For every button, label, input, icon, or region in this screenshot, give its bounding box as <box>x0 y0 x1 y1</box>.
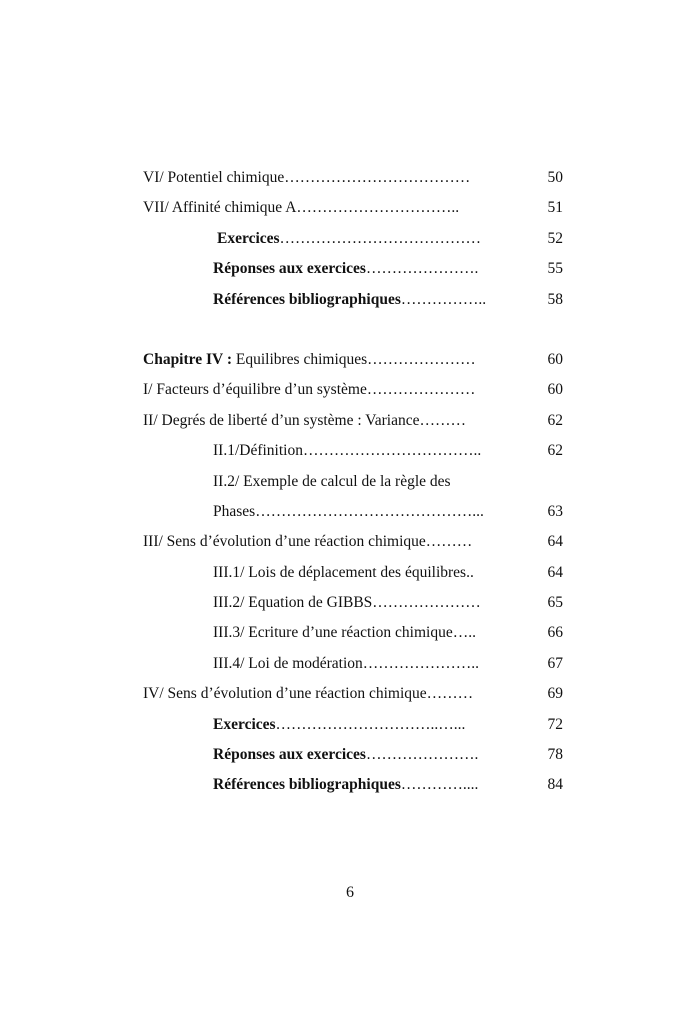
toc-entry <box>213 710 465 740</box>
toc-page-number: 60 <box>547 350 563 368</box>
toc-page-number: 64 <box>547 533 563 551</box>
toc-row <box>143 740 563 770</box>
toc-row <box>143 254 563 284</box>
toc-row <box>143 618 563 648</box>
toc-leader-dots: .. <box>466 563 474 581</box>
toc-entry <box>213 436 481 466</box>
toc-entry-title: III/ Sens d’évolution d’une réaction chimique <box>143 533 426 551</box>
toc-row <box>143 710 563 740</box>
toc-row <box>143 285 563 315</box>
toc-entry <box>213 285 486 315</box>
toc-leader-dots: ………………………….. <box>296 199 460 217</box>
toc-row <box>143 558 563 588</box>
toc-leader-dots: ….. <box>452 624 476 642</box>
toc-entry-title: Références bibliographiques <box>213 776 401 794</box>
toc-leader-dots: ………………… <box>372 594 481 612</box>
toc-entry-title: Réponses aux exercices <box>213 746 366 764</box>
toc-entry <box>143 375 475 405</box>
toc-entry-title: Réponses aux exercices <box>213 260 366 278</box>
toc-leader-dots: ……………………………………... <box>255 502 484 520</box>
toc-entry <box>143 193 459 223</box>
toc-row <box>143 406 563 436</box>
toc-row <box>143 527 563 557</box>
toc-leader-dots: ……… <box>426 685 474 703</box>
toc-page-number: 51 <box>547 199 563 217</box>
toc-page-number: 60 <box>547 381 563 399</box>
toc-entry <box>143 406 466 436</box>
toc-entry <box>143 345 476 375</box>
toc-entry <box>213 649 479 679</box>
toc-entry <box>143 163 470 193</box>
toc-entry-title: Phases <box>213 502 256 520</box>
toc-entry-title: VI/ Potentiel chimique <box>143 169 285 186</box>
toc-page-number: 69 <box>547 685 563 703</box>
toc-leader-dots: ………………… <box>367 350 476 368</box>
toc-entry-title: Exercices <box>217 229 280 247</box>
toc-page-number: 52 <box>547 229 563 247</box>
toc-row <box>143 224 563 254</box>
page-footer-number: 6 <box>346 884 354 901</box>
toc-leader-dots: …………………. <box>365 260 479 278</box>
toc-page-number: 62 <box>547 411 563 429</box>
toc-leader-dots: …………….. <box>400 290 487 308</box>
toc-row-chapter-heading <box>143 345 563 375</box>
toc-leader-dots: ……………………………… <box>284 169 471 186</box>
toc-entry-title: Equilibres chimiques <box>235 350 368 368</box>
toc-leader-dots: …………………. <box>365 746 479 764</box>
toc-entry <box>213 618 476 648</box>
toc-entry <box>213 770 478 800</box>
toc-page-number: 62 <box>547 442 563 460</box>
toc-leader-dots: ……… <box>419 411 466 429</box>
toc-entry <box>213 254 478 284</box>
toc-leader-dots: ………….... <box>400 776 479 794</box>
toc-entry-title: III.1/ Lois de déplacement des équilibres <box>213 563 467 581</box>
toc-entry-title: III.2/ Equation de GIBBS <box>213 594 373 612</box>
toc-page-number: 65 <box>547 594 563 612</box>
toc-entry-title: II.2/ Exemple de calcul de la règle des <box>213 472 451 490</box>
toc-entry-title: VII/ Affinité chimique A <box>143 199 297 217</box>
toc-entry <box>213 467 451 497</box>
toc-leader-dots: ………………….. <box>362 654 480 672</box>
toc-page-number: 64 <box>547 563 563 581</box>
toc-entry-title: I/ Facteurs d’équilibre d’un système <box>143 381 367 399</box>
toc-entry-title: III.3/ Ecriture d’une réaction chimique <box>213 624 453 642</box>
toc-entry-title: Exercices <box>213 715 276 733</box>
toc-row <box>143 163 563 193</box>
toc-entry-title: II/ Degrés de liberté d’un système : Variance <box>143 411 420 429</box>
toc-row <box>143 770 563 800</box>
toc-leader-dots: ………………… <box>366 381 476 399</box>
toc-page-number: 55 <box>547 260 563 278</box>
toc-row <box>143 649 563 679</box>
toc-entry <box>213 558 474 588</box>
toc-page-number: 67 <box>547 654 563 672</box>
toc-entry-title: IV/ Sens d’évolution d’une réaction chimique <box>143 685 427 703</box>
toc-page-number: 66 <box>547 624 563 642</box>
toc-row <box>143 467 563 497</box>
toc-entry-title: III.4/ Loi de modération <box>213 654 363 672</box>
toc-entry <box>213 497 484 527</box>
table-of-contents <box>143 163 563 801</box>
toc-entry <box>213 588 481 618</box>
toc-page-number: 63 <box>547 502 563 520</box>
toc-page-number: 58 <box>547 290 563 308</box>
toc-row <box>143 436 563 466</box>
toc-entry <box>213 740 478 770</box>
toc-row <box>143 588 563 618</box>
toc-page-number: 72 <box>547 715 563 733</box>
toc-page-number: 78 <box>547 746 563 764</box>
toc-entry-title: II.1/Définition <box>213 442 303 460</box>
toc-leader-dots: ……… <box>425 533 473 551</box>
toc-entry <box>143 527 472 557</box>
toc-entry-title: Références bibliographiques <box>213 290 401 308</box>
toc-page-number: 84 <box>547 776 563 794</box>
toc-row <box>143 497 563 527</box>
toc-leader-dots: …………………………..…... <box>275 715 466 733</box>
toc-entry <box>143 679 473 709</box>
toc-row <box>143 193 563 223</box>
toc-row <box>143 375 563 405</box>
chapter-label: Chapitre IV : <box>143 350 236 368</box>
toc-leader-dots: …………………………….. <box>302 442 482 460</box>
toc-leader-dots: ………………………………… <box>279 229 482 247</box>
toc-entry <box>217 224 481 254</box>
toc-row <box>143 679 563 709</box>
toc-page-number: 50 <box>547 169 563 186</box>
